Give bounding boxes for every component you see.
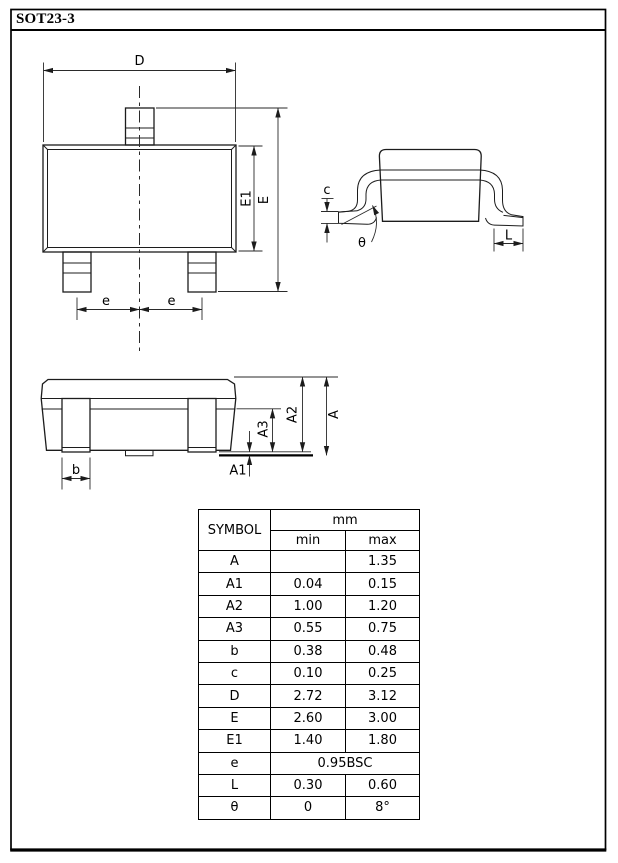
header-unit: mm [271, 510, 420, 531]
header-min: min [271, 531, 346, 551]
max-cell: 0.15 [346, 573, 420, 595]
symbol-cell: A1 [199, 573, 271, 595]
dim-label-e-left: e [102, 294, 110, 309]
table-header-row-1 [199, 510, 420, 531]
gullwing-lead-left [339, 170, 382, 224]
table-row-e [199, 752, 420, 774]
min-cell [271, 551, 346, 573]
table-row-A [199, 551, 420, 573]
symbol-cell: A [199, 551, 271, 573]
min-cell: 0.04 [271, 573, 346, 595]
table-row-E [199, 707, 420, 729]
max-cell: 0.25 [346, 662, 420, 684]
symbol-cell: θ [199, 797, 271, 819]
dimension-A3 [237, 409, 282, 452]
dim-label-e-right: e [167, 294, 176, 309]
min-cell: 2.60 [271, 707, 346, 729]
dim-label-E: E [257, 195, 272, 205]
symbol-cell: A3 [199, 618, 271, 640]
front-lead-left [62, 399, 90, 453]
max-cell: 0.48 [346, 640, 420, 662]
min-cell: 0.10 [271, 662, 346, 684]
symbol-cell: E1 [199, 730, 271, 752]
dim-label-b: b [71, 463, 81, 478]
dim-label-E1: E1 [239, 190, 255, 207]
front-lead-right [188, 399, 216, 453]
dimensions-table [198, 509, 420, 820]
table-row-A3 [199, 618, 420, 640]
max-cell: 0.60 [346, 774, 420, 796]
table-row-D [199, 685, 420, 707]
table-row-E1 [199, 730, 420, 752]
min-cell: 0.55 [271, 618, 346, 640]
table-row-A1 [199, 573, 420, 595]
page-title: SOT23-3 [16, 11, 75, 27]
min-cell: 0.30 [271, 774, 346, 796]
symbol-cell: e [199, 752, 271, 774]
symbol-cell: L [199, 774, 271, 796]
symbol-cell: c [199, 662, 271, 684]
dim-label-theta: θ [358, 236, 366, 251]
dim-label-L: L [504, 228, 513, 244]
dim-label-A1: A1 [229, 463, 247, 479]
max-cell: 1.80 [346, 730, 420, 752]
table-row-c [199, 662, 420, 684]
min-cell: 2.72 [271, 685, 346, 707]
symbol-cell: D [199, 685, 271, 707]
dimension-c [321, 183, 339, 243]
max-cell: 0.75 [346, 618, 420, 640]
dim-label-c: c [323, 183, 331, 198]
max-cell: 3.00 [346, 707, 420, 729]
dimension-E [156, 108, 288, 292]
front-view [41, 377, 342, 490]
side-view [321, 150, 523, 252]
symbol-cell: A2 [199, 595, 271, 617]
header-max: max [346, 531, 420, 551]
max-cell: 1.35 [346, 551, 420, 573]
min-cell: 1.40 [271, 730, 346, 752]
table-row-theta [199, 797, 420, 819]
center-lead-heel [126, 450, 154, 456]
min-cell: 0.38 [271, 640, 346, 662]
dim-label-A2: A2 [285, 405, 301, 424]
dim-label-A: A [327, 410, 342, 419]
min-cell: 0 [271, 797, 346, 819]
dim-label-D: D [134, 54, 145, 69]
bottom-lead-left [63, 252, 91, 292]
top-view [43, 54, 288, 352]
dimension-A [327, 377, 343, 455]
table-row-L [199, 774, 420, 796]
symbol-cell: b [199, 640, 271, 662]
header-symbol: SYMBOL [199, 510, 271, 551]
dimension-b [62, 458, 90, 490]
table-row-b [199, 640, 420, 662]
bottom-lead-right [188, 252, 216, 292]
gullwing-lead-right [480, 170, 524, 226]
max-cell: 1.20 [346, 595, 420, 617]
max-cell: 3.12 [346, 685, 420, 707]
symbol-cell: E [199, 707, 271, 729]
side-body [379, 150, 481, 222]
dim-label-A3: A3 [256, 420, 272, 438]
table-row-A2 [199, 595, 420, 617]
min-cell: 1.00 [271, 595, 346, 617]
bsc-cell: 0.95BSC [271, 752, 420, 774]
dimension-L [494, 229, 523, 252]
dimension-theta [342, 206, 377, 252]
max-cell: 8° [346, 797, 420, 819]
